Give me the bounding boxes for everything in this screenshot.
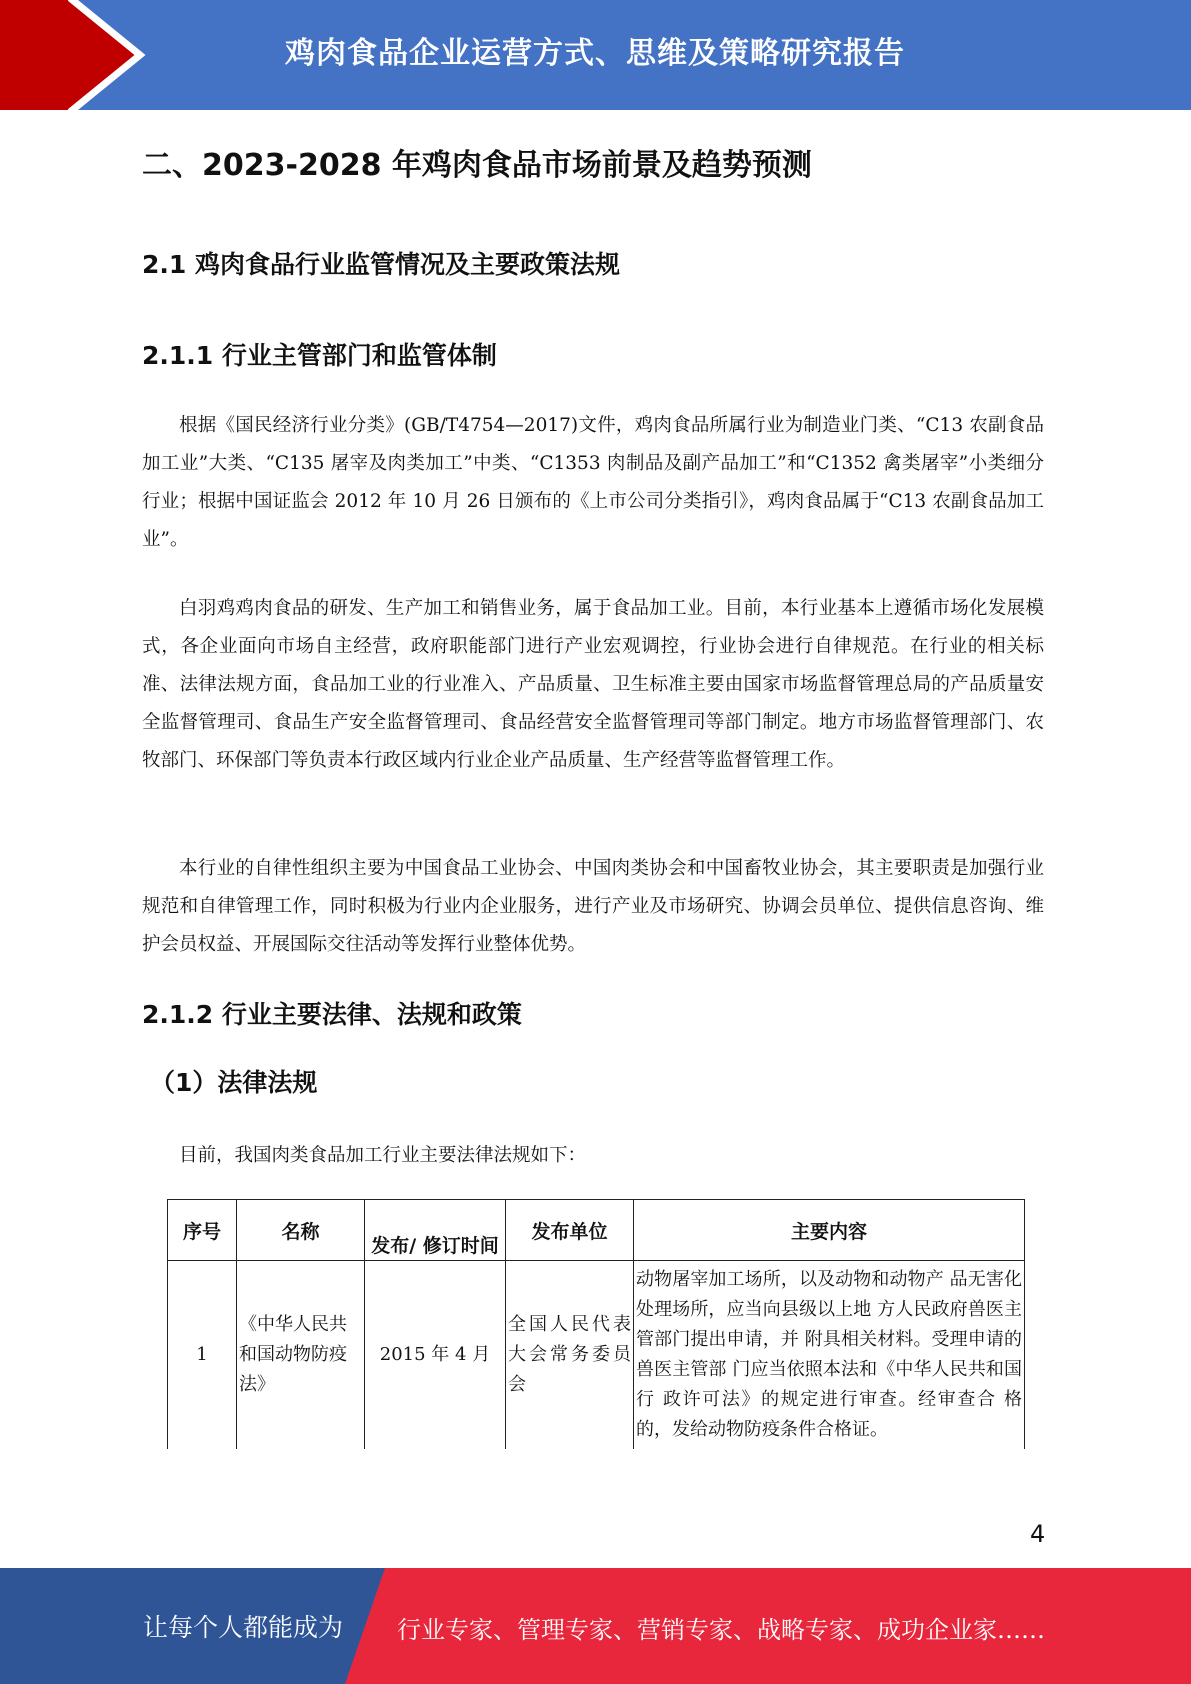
- footer-band: [0, 1568, 1191, 1684]
- page-number: 4: [1030, 1520, 1046, 1548]
- column-header-name: 名称: [237, 1200, 365, 1261]
- column-header-number: 序号: [168, 1200, 237, 1261]
- column-header-issuer: 发布单位: [506, 1200, 634, 1261]
- footer-slogan-right: 行业专家、管理专家、营销专家、战略专家、成功企业家……: [397, 1616, 1045, 1644]
- laws-regulations-heading: （1）法律法规: [150, 1068, 318, 1097]
- footer-slogan-left: 让每个人都能成为: [143, 1613, 344, 1642]
- cell-name: 《中华人民共和国动物防疫法》: [237, 1261, 365, 1450]
- cell-issuer: 全国人民代表大会常务委员会: [506, 1261, 634, 1450]
- cell-number: 1: [168, 1261, 237, 1450]
- paragraph-self-regulatory-organizations: 本行业的自律性组织主要为中国食品工业协会、中国肉类协会和中国畜牧业协会，其主要职责是加强行业规范和自律管理工作，同时积极为行业内企业服务，进行产业及市场研究、协调会员单位、提供信息咨询、维护会员权益、开展国际交往活动等发挥行业整体优势。: [142, 858, 1044, 955]
- subsubsection-heading-2-1-2: 2.1.2 行业主要法律、法规和政策: [142, 1000, 522, 1029]
- column-header-date: 发布/ 修订时间: [365, 1200, 506, 1261]
- subsubsection-heading-2-1-1: 2.1.1 行业主管部门和监管体制: [142, 341, 497, 370]
- paragraph-industry-classification: 根据《国民经济行业分类》(GB/T4754—2017)文件，鸡肉食品所属行业为制造业门类、“C13 农副食品加工业”大类、“C135 屠宰及肉类加工”中类、“C1353 肉制品及副产品加工”和“C1352 禽类屠宰”小类细分行业；根据中国证监会 2012 年 10 月 26 日颁布的《上市公司分类指引》，鸡肉食品属于“C13 农副食品加工业”。: [142, 415, 1044, 550]
- laws-table: [167, 1199, 1025, 1449]
- table-header-row: [168, 1200, 1025, 1261]
- subsection-heading: 2.1 鸡肉食品行业监管情况及主要政策法规: [142, 250, 620, 279]
- cell-content: 动物屠宰加工场所，以及动物和动物产 品无害化处理场所，应当向县级以上地 方人民政府兽医主管部门提出申请，并 附具相关材料。受理申请的兽医主管部 门应当依照本法和《中华人民共和国行 政许可法》的规定进行审查。经审查合 格的，发给动物防疫条件合格证。: [634, 1261, 1025, 1450]
- cell-date: 2015 年 4 月: [365, 1261, 506, 1450]
- header-band: [0, 0, 1191, 110]
- table-row: [168, 1261, 1025, 1450]
- column-header-content: 主要内容: [634, 1200, 1025, 1261]
- paragraph-regulation-overview: 白羽鸡鸡肉食品的研发、生产加工和销售业务，属于食品加工业。目前，本行业基本上遵循市场化发展模式，各企业面向市场自主经营，政府职能部门进行产业宏观调控，行业协会进行自律规范。在行业的相关标准、法律法规方面，食品加工业的行业准入、产品质量、卫生标准主要由国家市场监督管理总局的产品质量安全监督管理司、食品生产安全监督管理司、食品经营安全监督管理司等部门制定。地方市场监督管理部门、农牧部门、环保部门等负责本行政区域内行业企业产品质量、生产经营等监督管理工作。: [142, 598, 1044, 771]
- paragraph-table-intro: 目前，我国肉类食品加工行业主要法律法规如下：: [179, 1145, 587, 1166]
- section-heading: 二、2023-2028 年鸡肉食品市场前景及趋势预测: [142, 148, 812, 183]
- report-title: 鸡肉食品企业运营方式、思维及策略研究报告: [285, 36, 905, 71]
